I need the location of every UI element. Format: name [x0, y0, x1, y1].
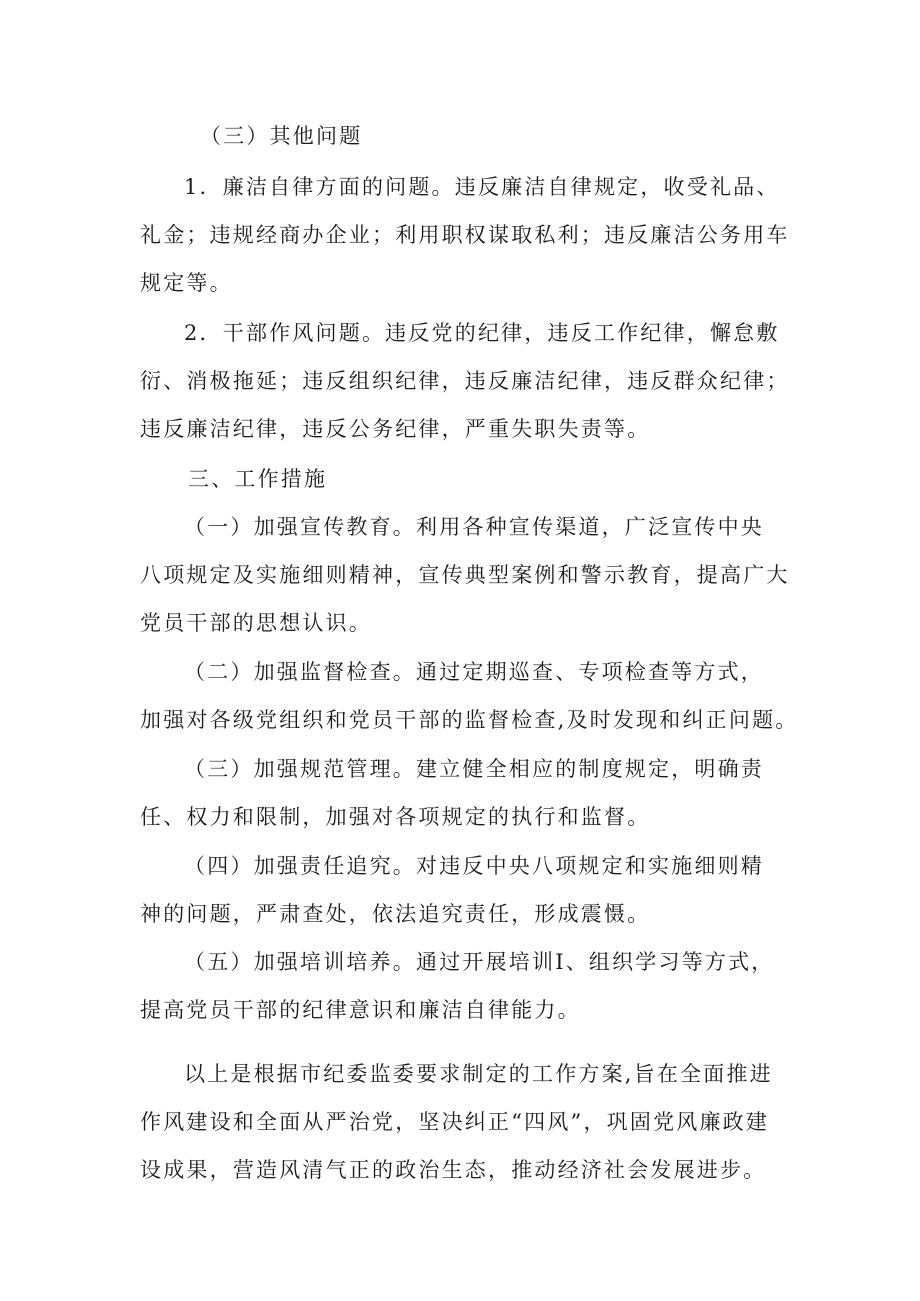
text-line: 任、权力和限制，加强对各项规定的执行和监督。: [140, 805, 651, 829]
section-heading-work-measures: 三、工作措施: [188, 467, 328, 491]
paragraph-measure-2: [140, 648, 799, 744]
paragraph-item-2: [140, 309, 790, 453]
paragraph-measure-1: [140, 503, 790, 647]
paragraph-conclusion: [140, 1050, 785, 1194]
text-line: 神的问题，严肃查处，依法追究责任，形成震慑。: [140, 902, 651, 926]
text-line: 以上是根据市纪委监委要求制定的工作方案,旨在全面推进: [184, 1062, 773, 1086]
text-line: 作风建设和全面从严治党，坚决纠正“四风”，巩固党风廉政建: [140, 1110, 770, 1134]
paragraph-measure-3: [140, 745, 785, 841]
text-line: 违反廉洁纪律，违反公务纪律，严重失职失责等。: [140, 417, 651, 441]
text-line: （四）加强责任追究。对违反中央八项规定和实施细则精: [184, 854, 764, 878]
text-line: 加强对各级党组织和党员干部的监督检查,及时发现和纠正问题。: [140, 708, 799, 732]
paragraph-measure-5: [140, 938, 785, 1034]
text-line: 设成果，营造风清气正的政治生态，推动经济社会发展进步。: [140, 1158, 767, 1182]
text-line: 衍、消极拖延；违反组织纪律，违反廉洁纪律，违反群众纪律；: [140, 369, 790, 393]
text-line: （五）加强培训培养。通过开展培训I、组织学习等方式，: [184, 950, 775, 974]
text-line: 规定等。: [140, 271, 233, 295]
paragraph-item-1: [140, 163, 790, 307]
section-heading-other-issues: （三）其他问题: [200, 124, 363, 148]
text-line: （二）加强监督检查。通过定期巡查、专项检查等方式，: [184, 660, 764, 684]
text-line: （三）加强规范管理。建立健全相应的制度规定，明确责: [184, 757, 764, 781]
text-line: （一）加强宣传教育。利用各种宣传渠道，广泛宣传中央: [184, 515, 764, 539]
text-line: 党员干部的思想认识。: [140, 611, 372, 635]
text-line: 1．廉洁自律方面的问题。违反廉洁自律规定，收受礼品、: [184, 175, 780, 199]
text-line: 礼金；违规经商办企业；利用职权谋取私利；违反廉洁公务用车: [140, 223, 790, 247]
text-line: 2．干部作风问题。违反党的纪律，违反工作纪律，懈怠敷: [184, 321, 780, 345]
text-line: 提高党员干部的纪律意识和廉洁自律能力。: [140, 998, 581, 1022]
text-line: 八项规定及实施细则精神，宣传典型案例和警示教育，提高广大: [140, 563, 790, 587]
paragraph-measure-4: [140, 842, 785, 938]
